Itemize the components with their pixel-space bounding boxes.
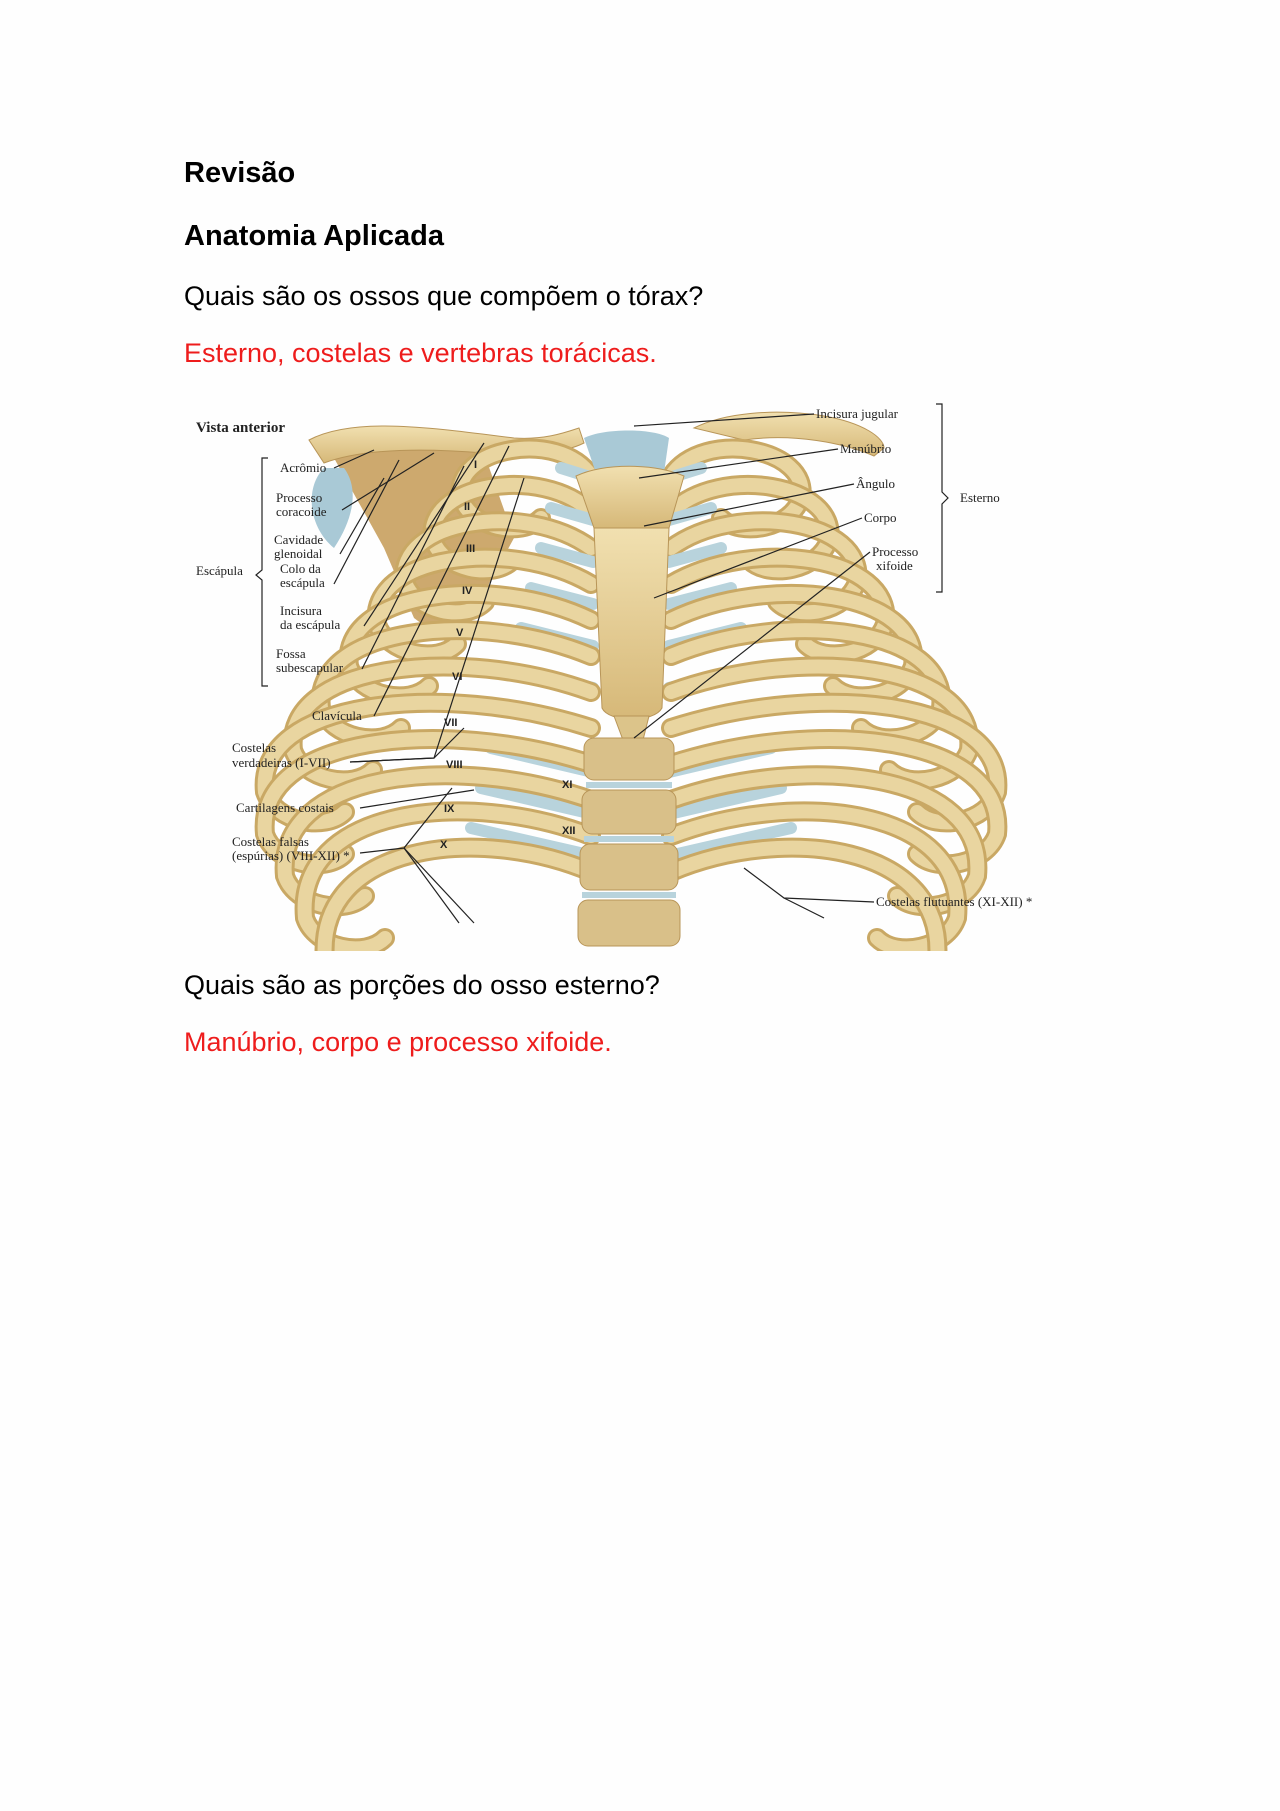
label-incisura-escapula-2: da escápula (280, 617, 341, 632)
heading-revisao: Revisão (184, 157, 296, 189)
label-clavicula: Clavícula (312, 708, 362, 723)
label-costelas-falsas-2: (espúrias) (VIII-XII) * (232, 848, 350, 863)
label-colo-2: escápula (280, 575, 325, 590)
vertebral-column-drawing (578, 738, 680, 946)
scapula-bracket (256, 458, 268, 686)
rib-numeral: VIII (446, 759, 463, 771)
label-angulo: Ângulo (856, 476, 895, 491)
label-costelas-verdadeiras-1: Costelas (232, 740, 277, 755)
label-manubrio: Manúbrio (840, 441, 892, 456)
label-costelas-verdadeiras-2: verdadeiras (I-VII) (232, 755, 331, 770)
rib-numeral: V (456, 627, 464, 639)
label-cavidade-1: Cavidade (274, 532, 324, 547)
rib-numeral: II (464, 501, 471, 513)
label-costelas-falsas-1: Costelas falsas (232, 834, 309, 849)
answer-1: Esterno, costelas e vertebras torácicas. (184, 338, 657, 368)
rib-numeral: XII (562, 825, 576, 837)
answer-2: Manúbrio, corpo e processo xifoide. (184, 1027, 612, 1057)
rib-numeral: I (474, 459, 478, 471)
label-fossa-1: Fossa (276, 646, 306, 661)
rib-numeral: VII (444, 717, 458, 729)
label-incisura-jugular: Incisura jugular (816, 406, 898, 421)
label-esterno: Esterno (960, 490, 1000, 505)
label-corpo: Corpo (864, 510, 897, 525)
label-processo-coracoide-2: coracoide (276, 504, 327, 519)
thorax-anatomy-figure (184, 398, 1074, 951)
label-processo-coracoide-1: Processo (276, 490, 323, 505)
label-escapula: Escápula (196, 563, 243, 578)
question-2: Quais são as porções do osso esterno? (184, 970, 660, 1000)
label-acromio: Acrômio (280, 460, 327, 475)
rib-numeral: VI (452, 671, 463, 683)
sternum-bracket (936, 404, 948, 592)
label-cartilagens-costais: Cartilagens costais (236, 800, 334, 815)
rib-numeral: XI (562, 779, 573, 791)
label-colo-1: Colo da (280, 561, 321, 576)
question-1: Quais são os ossos que compõem o tórax? (184, 281, 704, 311)
label-fossa-2: subescapular (276, 660, 344, 675)
rib-numeral: X (440, 839, 448, 851)
rib-numeral: IV (462, 585, 473, 597)
rib-numeral: III (466, 543, 476, 555)
label-costelas-flutuantes: Costelas flutuantes (XI-XII) * (876, 894, 1033, 909)
heading-anatomia-aplicada: Anatomia Aplicada (184, 220, 444, 252)
label-processo-xifoide-2: xifoide (876, 558, 913, 573)
figure-title: Vista anterior (196, 420, 286, 436)
label-cavidade-2: glenoidal (274, 546, 323, 561)
label-incisura-escapula-1: Incisura (280, 603, 322, 618)
label-processo-xifoide-1: Processo (872, 544, 919, 559)
rib-numeral: IX (444, 803, 455, 815)
